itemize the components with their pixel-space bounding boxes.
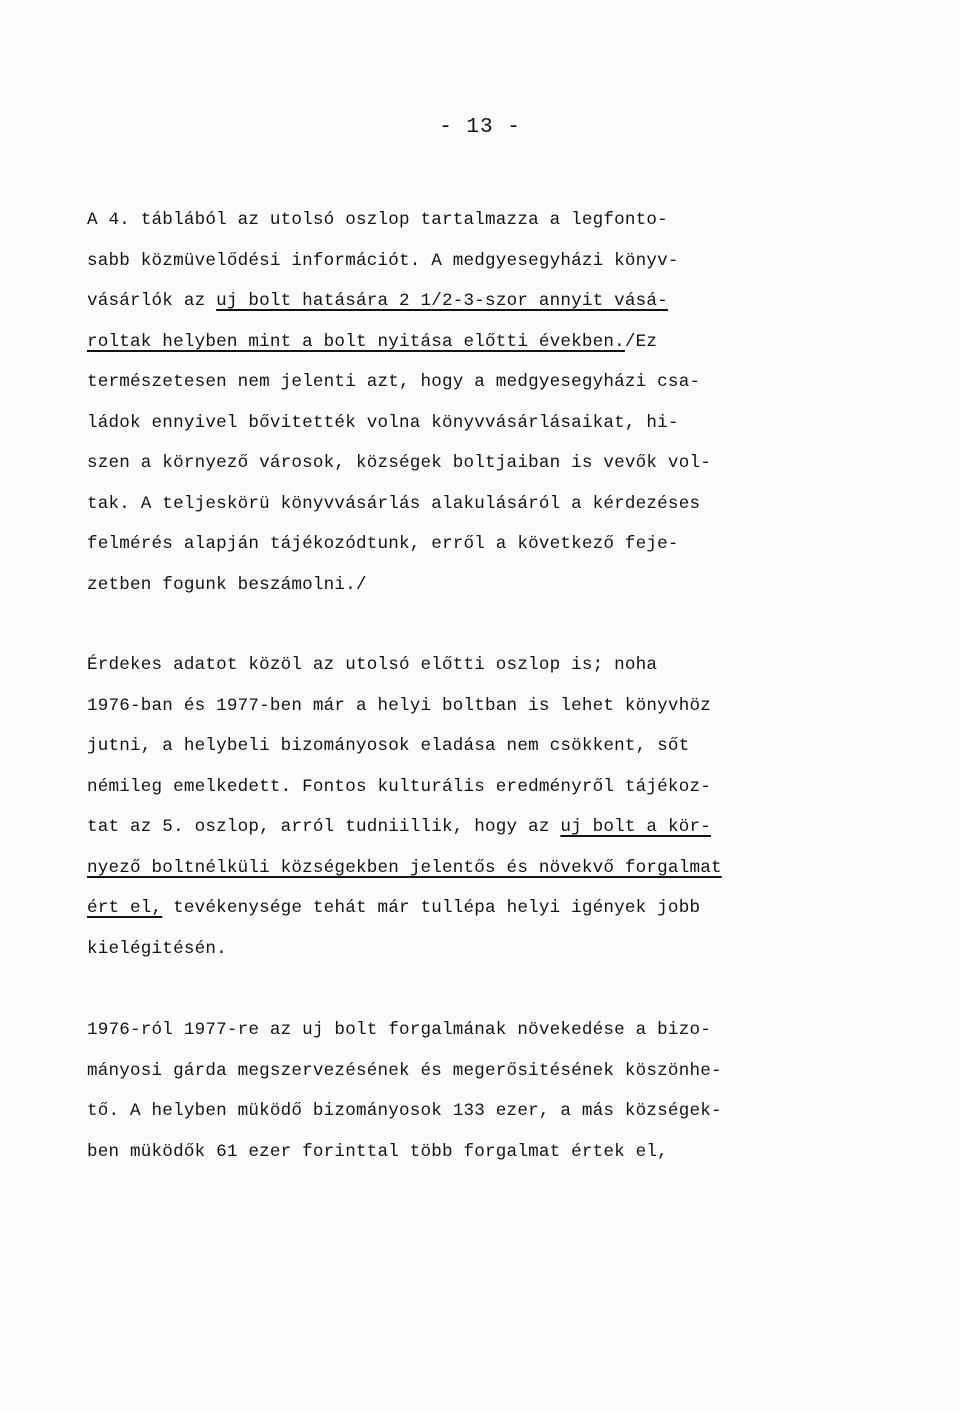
text-line: némileg emelkedett. Fontos kulturális eredményről tájékoz- bbox=[87, 776, 711, 797]
text-line bbox=[87, 281, 907, 322]
underlined-text: nyező boltnélküli községekben jelentős és növekvő forgalmat bbox=[87, 857, 722, 878]
text-line: tak. A teljeskörü könyvvásárlás alakulásáról a kérdezéses bbox=[87, 493, 701, 514]
text-line: ben müködők 61 ezer forinttal több forgalmat értek el, bbox=[87, 1141, 668, 1162]
paragraph-3 bbox=[87, 1010, 907, 1172]
text-line: sabb közmüvelődési információt. A medgyesegyházi könyv- bbox=[87, 250, 679, 271]
text-segment: /Ez bbox=[624, 331, 658, 352]
text-line: 1976-ról 1977-re az uj bolt forgalmának növekedése a bizo- bbox=[87, 1020, 711, 1040]
text-line: Érdekes adatot közöl az utolsó előtti oszlop is; noha bbox=[87, 655, 658, 675]
underlined-text: roltak helyben mint a bolt nyitása előtti években. bbox=[87, 331, 625, 352]
text-line: tő. A helyben müködő bizományosok 133 ezer, a más községek- bbox=[87, 1101, 722, 1121]
text-line bbox=[87, 888, 907, 929]
text-line: mányosi gárda megszervezésének és megerősitésének köszönhe- bbox=[87, 1060, 722, 1081]
paragraph-2 bbox=[87, 645, 907, 969]
paragraph-1 bbox=[87, 200, 907, 605]
underlined-text: ért el, bbox=[87, 898, 163, 918]
text-line: kielégitésén. bbox=[87, 938, 227, 959]
text-line: természetesen nem jelenti azt, hogy a medgyesegyházi csa- bbox=[87, 372, 701, 392]
underlined-text: uj bolt a kör- bbox=[560, 817, 711, 837]
text-segment: vásárlók az bbox=[87, 291, 217, 311]
text-line: A 4. táblából az utolsó oszlop tartalmazza a legfonto- bbox=[87, 210, 668, 230]
text-line: 1976-ban és 1977-ben már a helyi boltban is lehet könyvhöz bbox=[87, 695, 711, 716]
text-line: szen a környező városok, községek boltjaiban is vevők vol- bbox=[87, 453, 711, 473]
page-number: - 13 - bbox=[439, 116, 521, 139]
underlined-text: uj bolt hatására 2 1/2-3-szor annyit vásá- bbox=[216, 291, 668, 311]
text-line: ládok ennyivel bővitették volna könyvvásárlásaikat, hi- bbox=[87, 412, 679, 433]
text-segment: tevékenysége tehát már tullépa helyi igények jobb bbox=[162, 898, 701, 918]
text-line: felmérés alapján tájékozódtunk, erről a következő feje- bbox=[87, 534, 679, 554]
text-line: zetben fogunk beszámolni./ bbox=[87, 574, 367, 595]
text-line bbox=[87, 848, 907, 889]
text-line bbox=[87, 322, 907, 363]
text-line: jutni, a helybeli bizományosok eladása nem csökkent, sőt bbox=[87, 736, 690, 756]
text-segment: tat az 5. oszlop, arról tudniillik, hogy az bbox=[87, 817, 561, 837]
text-line bbox=[87, 807, 907, 848]
